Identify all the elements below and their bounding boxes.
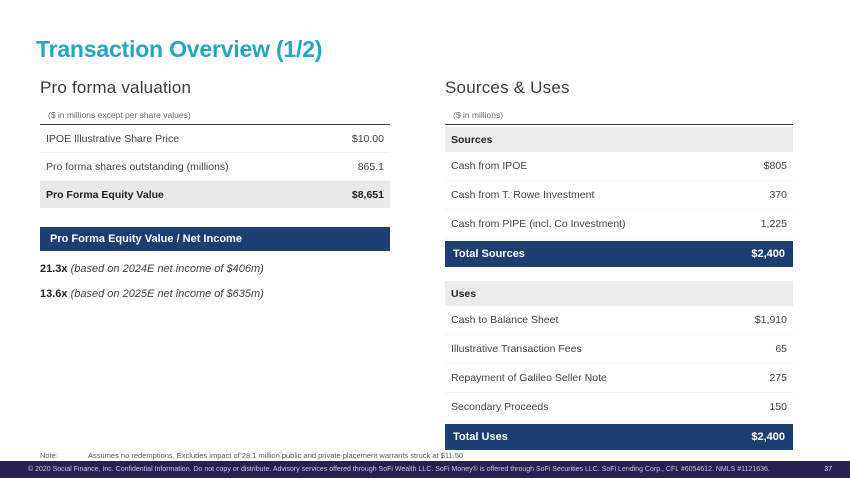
equity-value-net-income-banner: Pro Forma Equity Value / Net Income (40, 227, 390, 251)
footnote-text: Assumes no redemptions. Excludes impact of 28.1 million public and private placement warrants struck at $11.50 (88, 451, 464, 460)
total-sources-row (445, 241, 793, 267)
row-value: $805 (763, 160, 787, 172)
table-row (445, 306, 793, 335)
row-label: Repayment of Galileo Seller Note (451, 372, 607, 384)
row-value: 1,225 (760, 218, 787, 230)
table-row (445, 210, 793, 239)
equity-value-total-row (40, 181, 390, 208)
row-label: Pro Forma Equity Value (46, 188, 164, 201)
row-label: Secondary Proceeds (451, 401, 549, 413)
row-value: $2,400 (751, 248, 785, 260)
footer-bar (0, 461, 850, 478)
table-row (445, 181, 793, 210)
row-value: $8,651 (351, 188, 384, 201)
row-value: $10.00 (351, 132, 384, 145)
uses-section-header: Uses (445, 281, 793, 306)
multiple-value: 13.6x (40, 288, 68, 300)
multiple-value: 21.3x (40, 263, 68, 275)
row-value: 370 (769, 189, 787, 201)
pro-forma-valuation-panel (40, 78, 390, 313)
row-label: Pro forma shares outstanding (millions) (46, 160, 229, 173)
row-value: 65 (775, 343, 787, 355)
right-units-note: ($ in millions) (445, 110, 793, 125)
pro-forma-valuation-heading: Pro forma valuation (40, 78, 192, 97)
footer-legal-text: © 2020 Social Finance, Inc. Confidential Information. Do not copy or distribute. Advisory services offered through SoFi Wealth LLC. SoFi Money® is offered through SoFi Securities LLC. SoFi Lending Corp., CFL #6054612. NMLS #1121636. (28, 466, 770, 473)
footnote (40, 451, 600, 460)
page-number: 37 (824, 466, 832, 473)
row-label: Cash from PIPE (incl. Co Investment) (451, 218, 626, 230)
footnote-label: Note: (40, 451, 58, 460)
row-value: 150 (769, 401, 787, 413)
multiple-2025 (40, 288, 390, 300)
row-value: $2,400 (751, 431, 785, 443)
row-value: 865.1 (357, 160, 384, 173)
table-row (445, 393, 793, 422)
total-uses-row (445, 424, 793, 450)
row-label: Total Uses (453, 431, 508, 443)
table-row (40, 153, 390, 181)
sources-uses-panel (445, 78, 793, 450)
row-label: IPOE Illustrative Share Price (46, 132, 180, 145)
row-value: 275 (769, 372, 787, 384)
left-units-note: ($ in millions except per share values) (40, 110, 390, 125)
row-label: Illustrative Transaction Fees (451, 343, 582, 355)
valuation-multiples (40, 263, 390, 300)
table-row (40, 125, 390, 153)
table-row (445, 152, 793, 181)
slide-title: Transaction Overview (1/2) (36, 36, 323, 62)
row-value: $1,910 (754, 314, 787, 326)
sources-section-header: Sources (445, 127, 793, 152)
multiple-2024 (40, 263, 390, 275)
row-label: Cash from T. Rowe Investment (451, 189, 595, 201)
row-label: Cash from IPOE (451, 160, 528, 172)
multiple-detail: (based on 2025E net income of $635m) (70, 288, 264, 300)
multiple-detail: (based on 2024E net income of $406m) (70, 263, 264, 275)
sources-uses-heading: Sources & Uses (445, 78, 570, 97)
row-label: Cash to Balance Sheet (451, 314, 559, 326)
table-row (445, 364, 793, 393)
row-label: Total Sources (453, 248, 525, 260)
table-row (445, 335, 793, 364)
